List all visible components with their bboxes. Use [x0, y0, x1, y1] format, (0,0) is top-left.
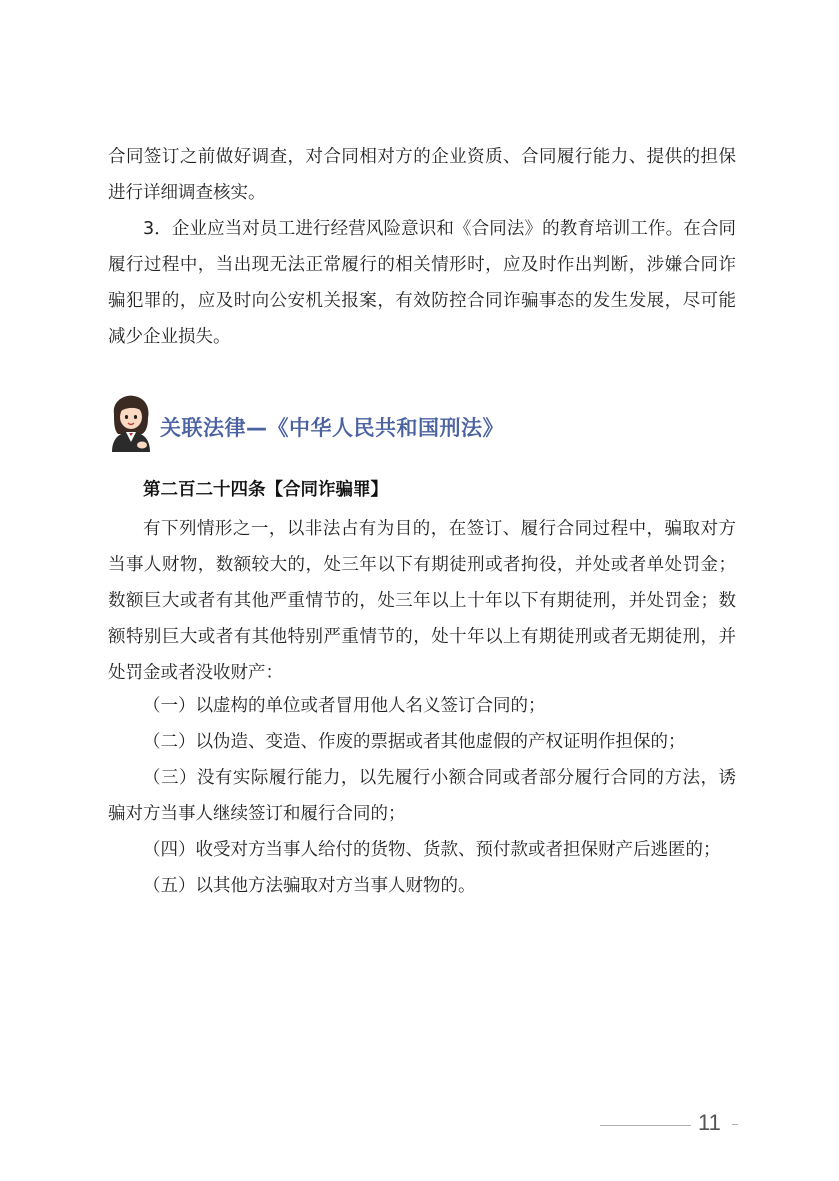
list-item: （五）以其他方法骗取对方当事人财物的。: [143, 876, 476, 896]
article-title: 第二百二十四条【合同诈骗罪】: [143, 480, 388, 500]
footer-dash: [732, 1124, 738, 1125]
page-number: 11: [698, 1110, 721, 1135]
section-heading: [106, 392, 546, 452]
article-intro: 有下列情形之一，以非法占有为目的，在签订、履行合同过程中，骗取对方当事人财物，数额较大的，处三年以下有期徒刑或者拘役，并处或者单处罚金；数额巨大或者有其他严重情节的，处三年以上十年以下有期徒刑，并处罚金；数额特别巨大或者有其他特别严重情节的，处十年以上有期徒刑或者无期徒刑，并处罚金或者没收财产：: [108, 519, 736, 683]
paragraph-1: 合同签订之前做好调查，对合同相对方的企业资质、合同履行能力、提供的担保进行详细调查核实。: [108, 147, 736, 203]
list-item: （三）没有实际履行能力，以先履行小额合同或者部分履行合同的方法，诱骗对方当事人继续签订和履行合同的；: [108, 768, 736, 824]
woman-cartoon-icon: [106, 392, 156, 452]
footer-rule: [600, 1125, 691, 1126]
list-item: （一）以虚构的单位或者冒用他人名义签订合同的；: [143, 696, 546, 716]
section-title: 关联法律—《中华人民共和国刑法》: [160, 416, 504, 440]
paragraph-2: 3．企业应当对员工进行经营风险意识和《合同法》的教育培训工作。在合同履行过程中，当出现无法正常履行的相关情形时，应及时作出判断，涉嫌合同诈骗犯罪的，应及时向公安机关报案，有效防控合同诈骗事态的发生发展，尽可能减少企业损失。: [108, 219, 736, 347]
list-item: （四）收受对方当事人给付的货物、货款、预付款或者担保财产后逃匿的；: [143, 840, 721, 860]
list-item: （二）以伪造、变造、作废的票据或者其他虚假的产权证明作担保的；: [143, 732, 686, 752]
